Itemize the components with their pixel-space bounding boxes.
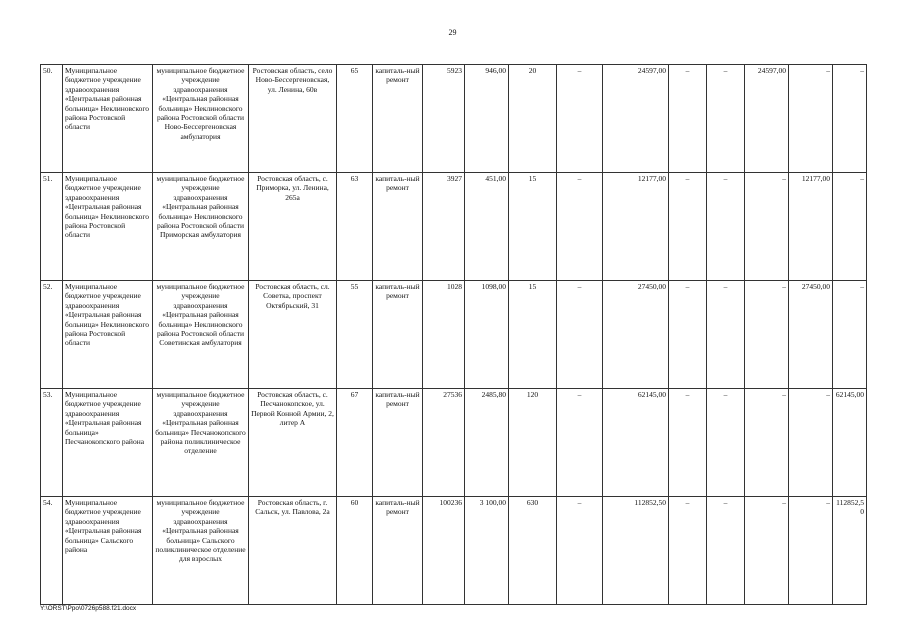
table-row [41,497,867,605]
building-volume: 100236 [423,497,465,605]
year-3-cost: – [745,497,789,605]
capacity: 15 [509,173,557,281]
year-5-cost: 62145,00 [833,389,867,497]
year-2-cost: – [707,281,745,389]
floor-area: 3 100,00 [465,497,509,605]
extra-value: – [557,173,603,281]
owner-name: Муниципальное бюджетное учреждение здравоохранения «Центральная районная больница» Неклиновского района Ростовской области [63,281,153,389]
total-cost: 24597,00 [603,65,669,173]
year-2-cost: – [707,173,745,281]
facility-name: муниципальное бюджетное учреждение здравоохранения «Центральная районная больница» Неклиновского района Ростовской области Приморская амбулатория [153,173,249,281]
floor-area: 451,00 [465,173,509,281]
wear-percent: 60 [337,497,373,605]
year-5-cost: – [833,281,867,389]
capacity: 120 [509,389,557,497]
page-number: 29 [448,28,457,37]
owner-name: Муниципальное бюджетное учреждение здравоохранения «Центральная районная больница» Песчанокопского района [63,389,153,497]
extra-value: – [557,281,603,389]
extra-value: – [557,389,603,497]
building-volume: 5923 [423,65,465,173]
wear-percent: 55 [337,281,373,389]
year-1-cost: – [669,173,707,281]
building-volume: 1028 [423,281,465,389]
year-3-cost: – [745,389,789,497]
file-path-footer: Y:\ORST\Ppo\0726p588.f21.docx [40,605,137,612]
total-cost: 112852,50 [603,497,669,605]
capacity: 630 [509,497,557,605]
floor-area: 2485,80 [465,389,509,497]
work-type: капиталь-ный ремонт [373,497,423,605]
year-1-cost: – [669,497,707,605]
wear-percent: 67 [337,389,373,497]
row-number: 52. [41,281,63,389]
building-volume: 3927 [423,173,465,281]
facility-name: муниципальное бюджетное учреждение здравоохранения «Центральная районная больница» Песчанокопского района поликлиническое отделение [153,389,249,497]
facility-name: муниципальное бюджетное учреждение здравоохранения «Центральная районная больница» Неклиновского района Ростовской области Советинская амбулатория [153,281,249,389]
work-type: капиталь-ный ремонт [373,389,423,497]
row-number: 53. [41,389,63,497]
work-type: капиталь-ный ремонт [373,281,423,389]
year-4-cost: 27450,00 [789,281,833,389]
extra-value: – [557,497,603,605]
year-4-cost: – [789,497,833,605]
row-number: 50. [41,65,63,173]
year-1-cost: – [669,65,707,173]
table-row [41,389,867,497]
facility-address: Ростовская область, с. Приморка, ул. Ленина, 265а [249,173,337,281]
work-type: капиталь-ный ремонт [373,65,423,173]
table-row [41,65,867,173]
facilities-table [40,64,867,605]
year-4-cost: – [789,65,833,173]
year-4-cost: 12177,00 [789,173,833,281]
capacity: 20 [509,65,557,173]
facility-name: муниципальное бюджетное учреждение здравоохранения «Центральная районная больница» Сальского поликлиническое отделение для взрослых [153,497,249,605]
year-2-cost: – [707,65,745,173]
facility-address: Ростовская область, село Ново-Бессергеновская, ул. Ленина, 60в [249,65,337,173]
year-3-cost: 24597,00 [745,65,789,173]
wear-percent: 65 [337,65,373,173]
row-number: 51. [41,173,63,281]
table-row [41,173,867,281]
work-type: капиталь-ный ремонт [373,173,423,281]
total-cost: 27450,00 [603,281,669,389]
table-row [41,281,867,389]
year-3-cost: – [745,281,789,389]
floor-area: 1098,00 [465,281,509,389]
owner-name: Муниципальное бюджетное учреждение здравоохранения «Центральная районная больница» Неклиновского района Ростовской области [63,173,153,281]
facility-address: Ростовская область, с. Песчанокопское, ул. Первой Конной Армии, 2, литер А [249,389,337,497]
row-number: 54. [41,497,63,605]
year-2-cost: – [707,389,745,497]
year-5-cost: – [833,173,867,281]
year-4-cost: – [789,389,833,497]
wear-percent: 63 [337,173,373,281]
year-1-cost: – [669,389,707,497]
capacity: 15 [509,281,557,389]
year-5-cost: 112852,50 [833,497,867,605]
year-5-cost: – [833,65,867,173]
total-cost: 62145,00 [603,389,669,497]
owner-name: Муниципальное бюджетное учреждение здравоохранения «Центральная районная больница» Сальского района [63,497,153,605]
owner-name: Муниципальное бюджетное учреждение здравоохранения «Центральная районная больница» Неклиновского района Ростовской области [63,65,153,173]
facility-address: Ростовская область, г. Сальск, ул. Павлова, 2а [249,497,337,605]
facility-address: Ростовская область, сл. Советка, проспект Октябрьский, 31 [249,281,337,389]
year-1-cost: – [669,281,707,389]
extra-value: – [557,65,603,173]
total-cost: 12177,00 [603,173,669,281]
floor-area: 946,00 [465,65,509,173]
building-volume: 27536 [423,389,465,497]
year-3-cost: – [745,173,789,281]
year-2-cost: – [707,497,745,605]
facility-name: муниципальное бюджетное учреждение здравоохранения «Центральная районная больница» Неклиновского района Ростовской области Ново-Бессергеновская амбулатория [153,65,249,173]
